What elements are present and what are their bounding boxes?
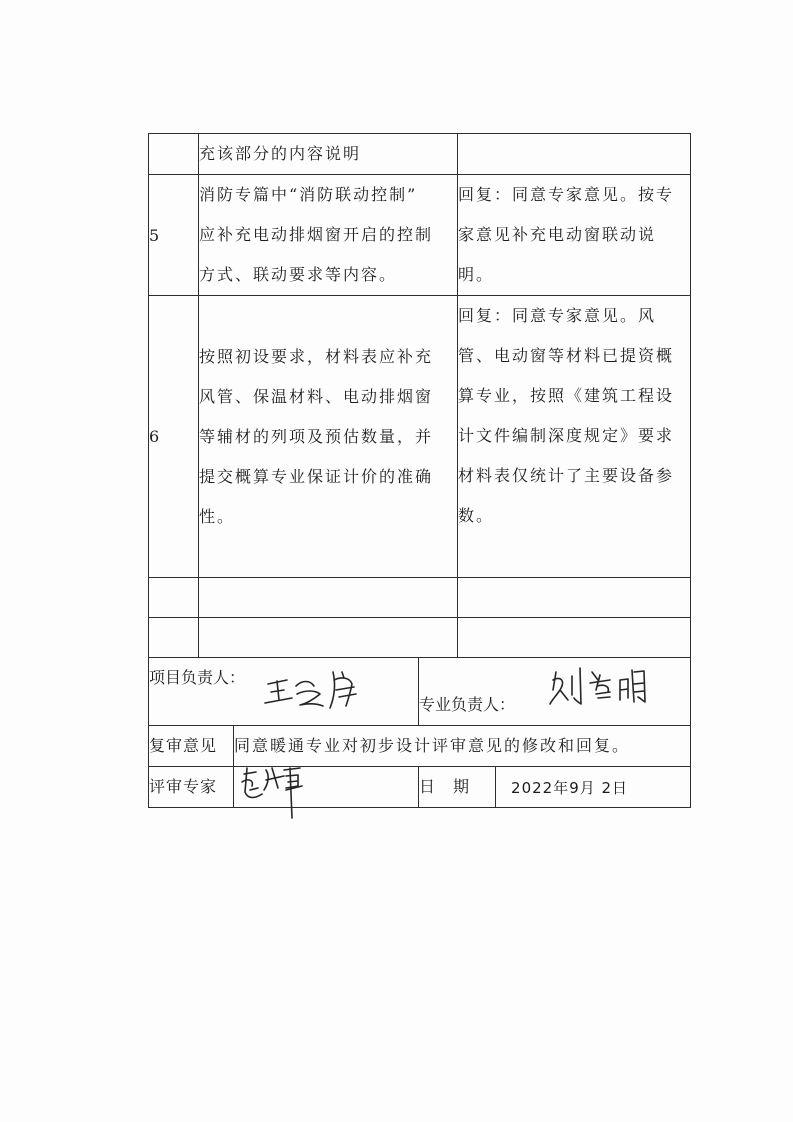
discipline-lead-label: 专业负责人： (419, 695, 516, 714)
reviewer-label: 评审专家 (149, 777, 218, 796)
reply-line: 材料表仅统计了主要设备参 (458, 466, 675, 485)
review-opinion-text: 同意暖通专业对初步设计评审意见的修改和回复。 (234, 736, 631, 755)
reply-cell (458, 134, 691, 175)
review-opinion-row (149, 726, 691, 767)
reply-cell (458, 296, 691, 578)
comment-line: 应补充电动排烟窗开启的控制 (199, 225, 434, 244)
reply-line: 计文件编制深度规定》要求 (458, 426, 675, 445)
reply-line: 管、电动窗等材料已提资概 (458, 346, 675, 365)
review-opinion-label: 复审意见 (149, 736, 218, 755)
date-label-cell (419, 767, 496, 808)
comment-line: 消防专篇中“消防联动控制” (199, 185, 418, 204)
date-value-cell (496, 767, 691, 808)
date-value: 2022年9月 2日 (511, 778, 629, 797)
review-opinion-label-cell (149, 726, 234, 767)
reply-line: 数。 (458, 506, 495, 525)
comment-cell (199, 175, 458, 296)
item-number-cell (149, 578, 199, 618)
item-number-cell: 6 (149, 296, 199, 578)
reviewer-signature-cell (234, 767, 419, 808)
comment-cell (199, 578, 458, 618)
comment-cell (199, 618, 458, 658)
item-number-cell (149, 134, 199, 175)
comment-line: 方式、联动要求等内容。 (199, 265, 398, 284)
reply-line: 回复：同意专家意见。按专 (458, 185, 675, 204)
reply-line: 回复：同意专家意见。风 (458, 306, 657, 325)
comment-line: 按照初设要求，材料表应补充 (199, 346, 434, 366)
item-number-cell (149, 618, 199, 658)
comment-cell (199, 296, 458, 578)
review-comment-table (148, 133, 691, 808)
item-number-cell: 5 (149, 175, 199, 296)
reviewer-label-cell (149, 767, 234, 808)
reply-cell (458, 618, 691, 658)
reviewer-date-row (149, 767, 691, 808)
discipline-lead-cell (419, 658, 691, 726)
reply-cell (458, 175, 691, 296)
comment-line: 充该部分的内容说明 (199, 144, 362, 163)
signoff-leads-row (149, 658, 691, 726)
table-row-empty (149, 578, 691, 618)
reply-line: 算专业，按照《建筑工程设 (458, 386, 675, 405)
table-row (149, 134, 691, 175)
table-row (149, 175, 691, 296)
comment-cell (199, 134, 458, 175)
reply-cell (458, 578, 691, 618)
project-lead-label: 项目负责人： (149, 668, 246, 687)
comment-line: 等辅材的列项及预估数量，并 (199, 426, 434, 446)
comment-line: 性。 (199, 506, 236, 526)
date-label: 日 期 (419, 777, 471, 796)
reply-line: 明。 (458, 265, 495, 284)
comment-line: 提交概算专业保证计价的准确 (199, 466, 434, 486)
comment-line: 风管、保温材料、电动排烟窗 (199, 386, 434, 406)
project-lead-cell (149, 658, 419, 726)
table-row-empty (149, 618, 691, 658)
reply-line: 家意见补充电动窗联动说 (458, 225, 657, 244)
table-row (149, 296, 691, 578)
review-opinion-cell (234, 726, 691, 767)
